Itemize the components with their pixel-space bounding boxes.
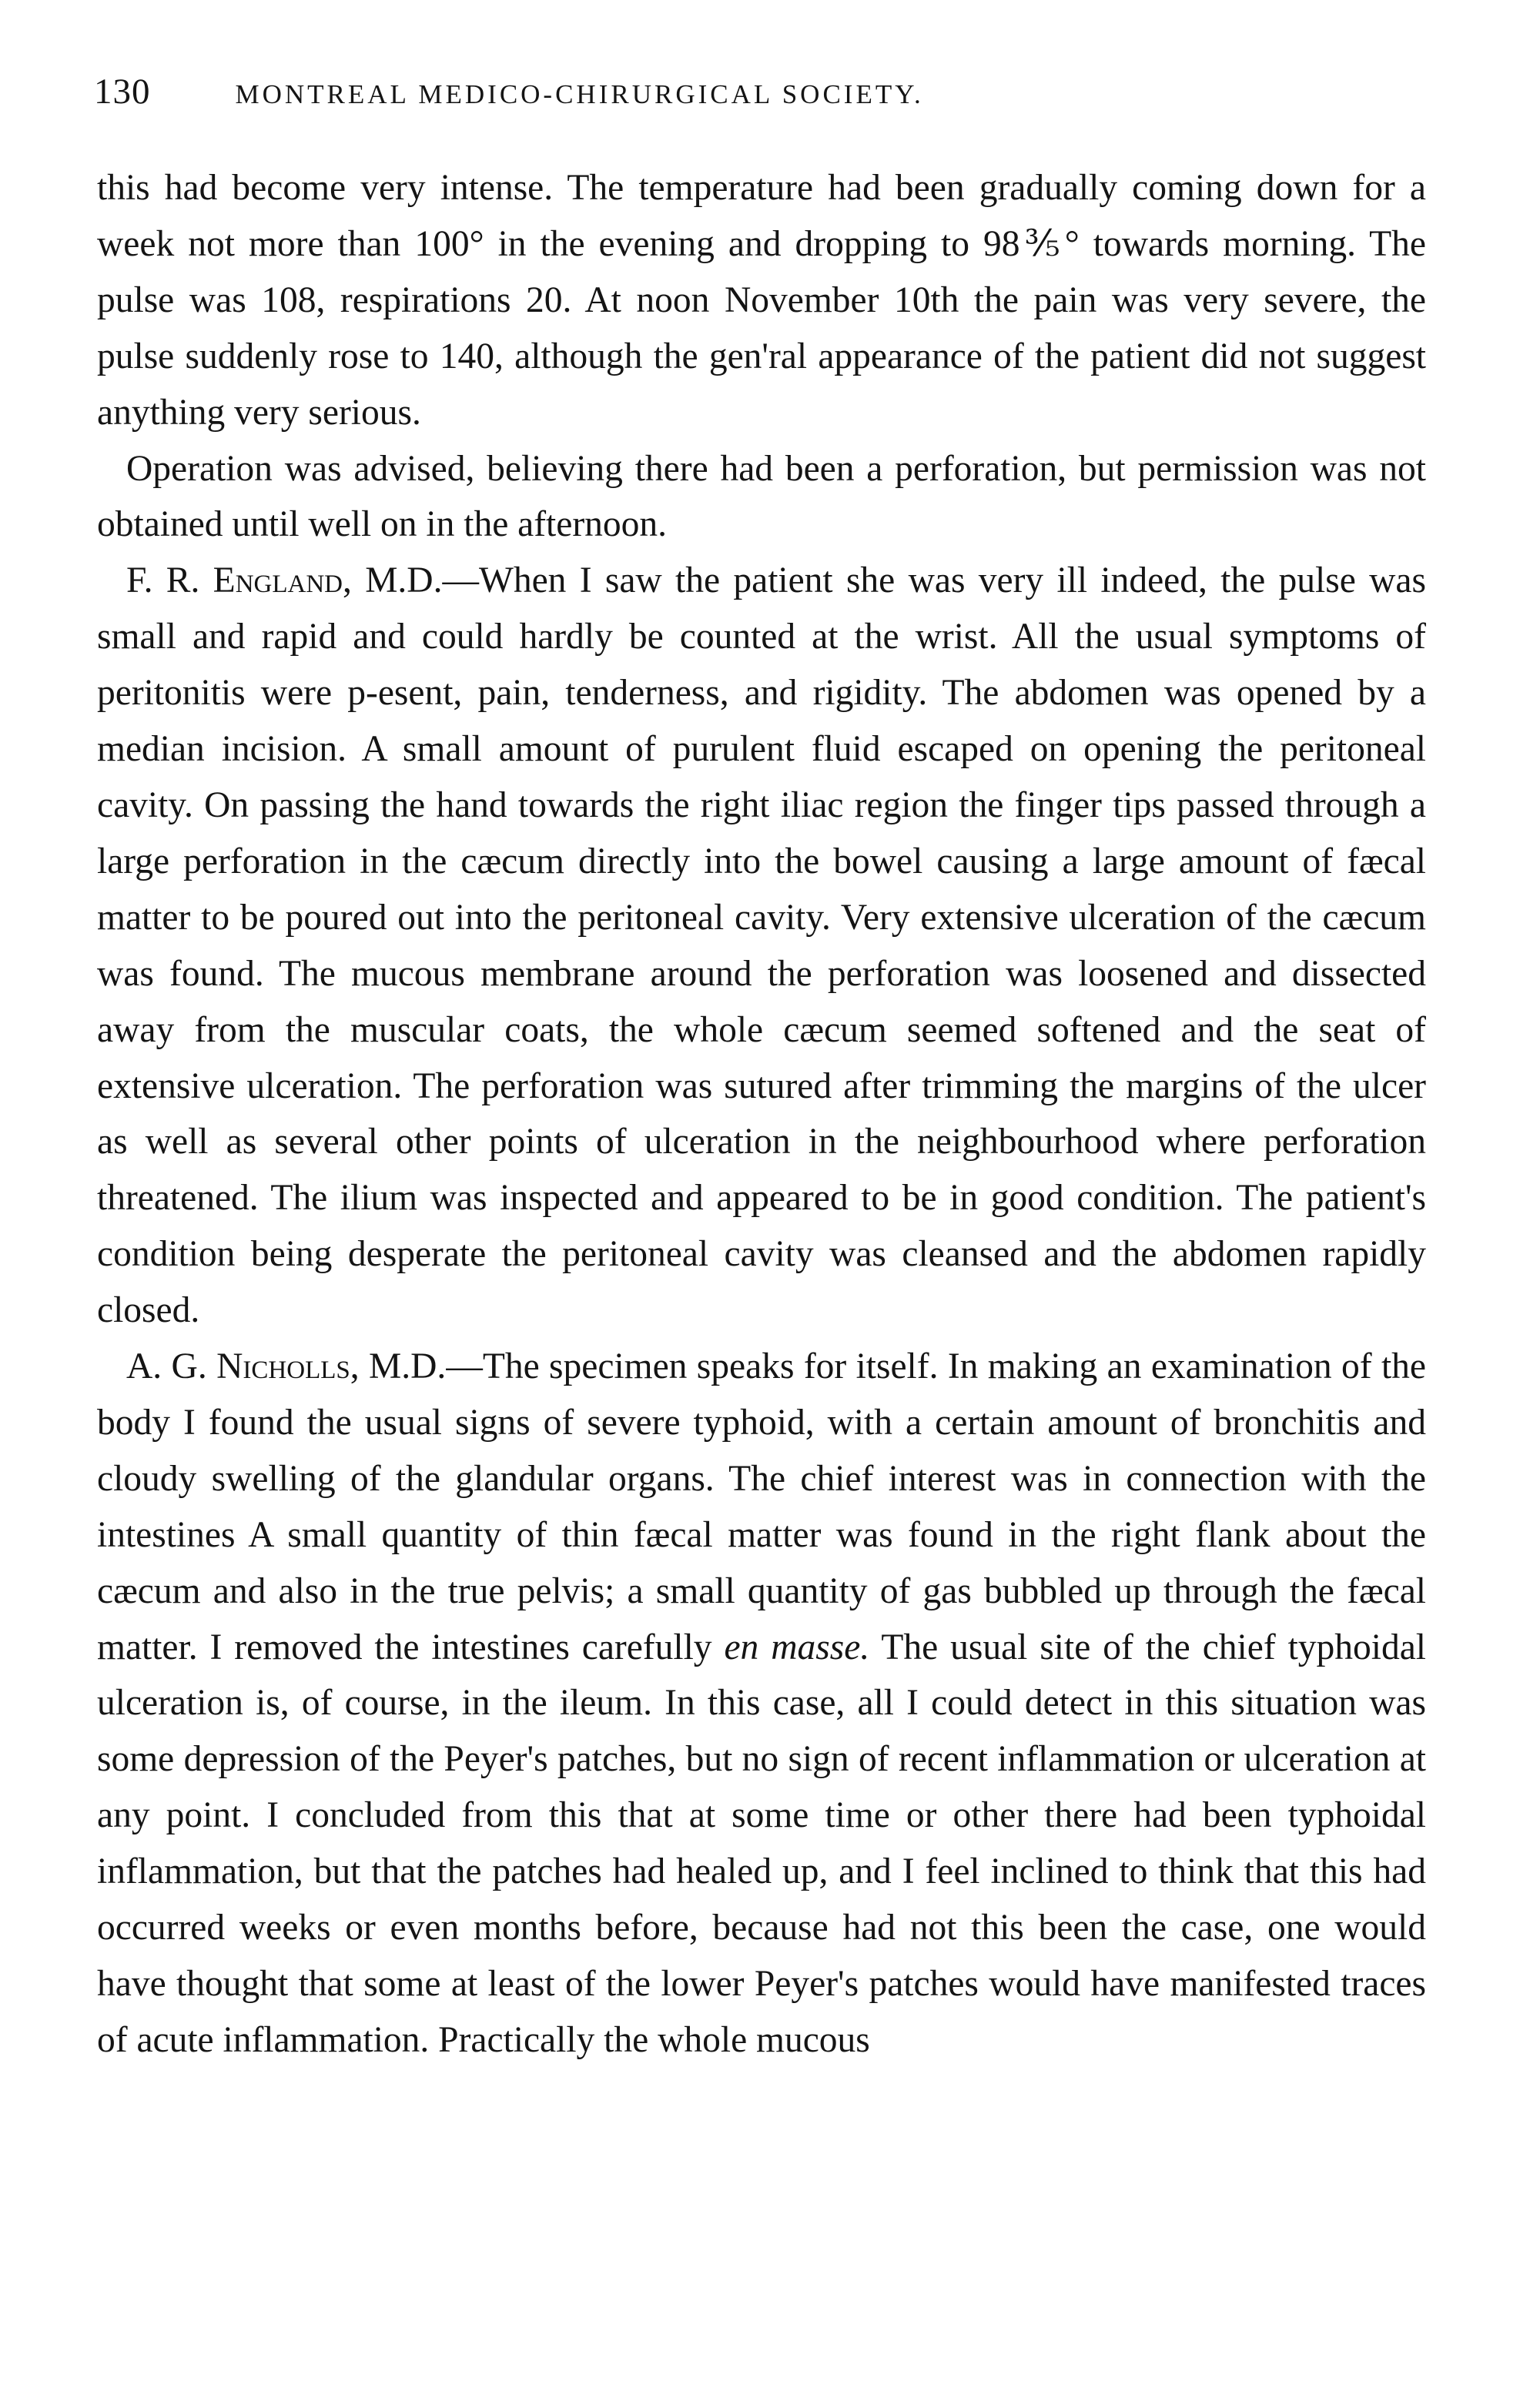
- running-head: [94, 71, 1218, 117]
- paragraph-text-continued: The usual site of the chief typhoidal ulceration is, of course, in the ileum. In this case, all I could detect in this situation was some depression of the Peyer's patches, but no sign of recent inflammation or ulceration at any point. I concluded from this that at some time or other there had been typhoidal inflammation, but that the patches had healed up, and I feel inclined to think that this had occurred weeks or even months before, because had not this been the case, one would have thought that some at least of the lower Peyer's patches would have manifested traces of acute inflammation. Practically the whole mucous: [97, 1627, 1426, 2060]
- paragraph-temperature: [97, 160, 1426, 441]
- paragraph-nicholls: [97, 1339, 1426, 2069]
- journal-title: MONTREAL MEDICO-CHIRURGICAL SOCIETY.: [235, 79, 924, 109]
- body-text: [97, 160, 1426, 2069]
- paragraph-text: —The specimen speaks for itself. In making an examination of the body I found the usual signs of severe typhoid, with a certain amount of bronchitis and cloudy swelling of the glandular organs. The chief interest was in connection with the intestines A small quantity of thin fæcal matter was found in the right flank about the cæcum and also in the true pelvis; a small quantity of gas bubbled up through the fæcal matter. I removed the intestines carefully: [97, 1346, 1426, 1667]
- italic-phrase: en masse.: [724, 1627, 870, 1667]
- paragraph-text: this had become very intense. The temperature had been gradually coming down for a week not more than 100° in the evening and dropping to 98⅗° towards morning. The pulse was 108, respirations 20. At noon November 10th the pain was very severe, the pulse suddenly rose to 140, although the gen'ral appearance of the patient did not suggest anything very serious.: [97, 168, 1426, 433]
- paragraph-operation: [97, 441, 1426, 554]
- paragraph-text: Operation was advised, believing there had been a perforation, but permission was not obtained until well on in the afternoon.: [97, 448, 1426, 545]
- speaker-name: F. R. England, M.D.: [126, 560, 443, 601]
- paragraph-england: [97, 553, 1426, 1339]
- page-number: 130: [94, 72, 151, 112]
- paragraph-text: —When I saw the patient she was very ill indeed, the pulse was small and rapid and could hardly be counted at the wrist. All the usual symptoms of peritonitis were p-esent, pain, tenderness, and rigidity. The abdomen was opened by a median incision. A small amount of purulent fluid escaped on opening the peritoneal cavity. On passing the hand towards the right iliac region the finger tips passed through a large perforation in the cæcum directly into the bowel causing a large amount of fæcal matter to be poured out into the peritoneal cavity. Very extensive ulceration of the cæcum was found. The mucous membrane around the perforation was loosened and dissected away from the muscular coats, the whole cæcum seemed softened and the seat of extensive ulceration. The perforation was sutured after trimming the margins of the ulcer as well as several other points of ulceration in the neighbourhood where perforation threatened. The ilium was inspected and appeared to be in good condition. The patient's condition being desperate the peritoneal cavity was cleansed and the abdomen rapidly closed.: [97, 560, 1426, 1331]
- speaker-name: A. G. Nicholls, M.D.: [126, 1346, 447, 1387]
